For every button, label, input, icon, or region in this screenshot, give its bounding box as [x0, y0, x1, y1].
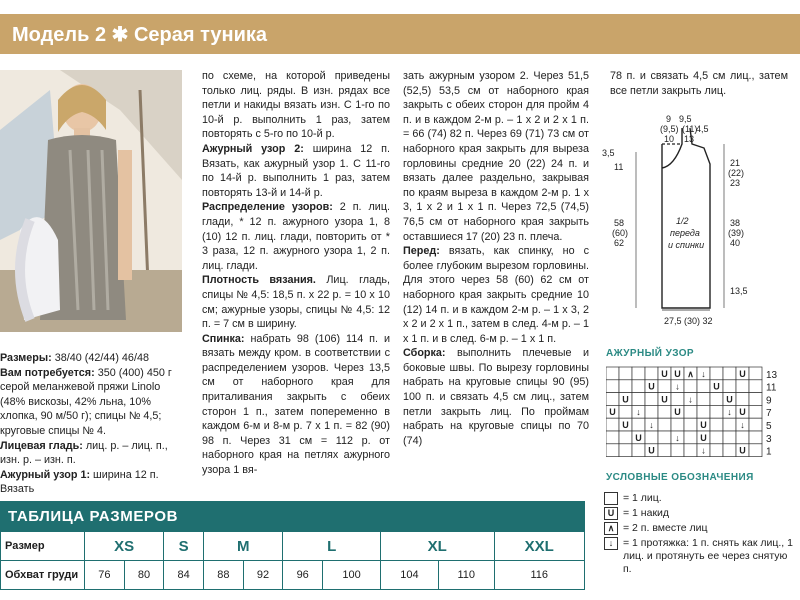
- girth-cell: 104: [381, 561, 439, 590]
- yo-symbol: U: [700, 420, 707, 430]
- legend-text: = 2 п. вместе лиц: [623, 522, 708, 534]
- chart-row-label: 1: [766, 446, 772, 458]
- chart-cell: [723, 380, 736, 393]
- girth-cell: 96: [283, 561, 323, 590]
- skp-symbol: ↓: [688, 394, 693, 405]
- diagram-top-9-5-paren: (9,5): [660, 124, 679, 134]
- yo-symbol: U: [648, 445, 655, 456]
- chart-cell: [606, 380, 619, 393]
- page-title: Модель 2 ✱ Серая туника: [12, 24, 268, 46]
- legend-item: [604, 522, 794, 535]
- chart-cell: [606, 444, 619, 457]
- gauge-value: Лиц. гладь, спицы № 4,5: 18,5 п. x 22 р. = 10 x 10 см; ажурные узоры, спицы № 4,5: 12 п. = 7 см в ширину.: [202, 274, 391, 331]
- diagram-left-62: 62: [614, 238, 625, 248]
- chart-cell: [736, 393, 749, 406]
- girth-cell: 84: [164, 561, 204, 590]
- yo-symbol: U: [739, 445, 746, 456]
- chart-cell: [749, 444, 762, 457]
- diagram-bottom-width: 27,5 (30) 32: [664, 316, 713, 326]
- chart-cell: [658, 444, 671, 457]
- chart-cell: [671, 393, 684, 406]
- sizes-label: Размеры:: [0, 352, 52, 364]
- chart-cell: [749, 380, 762, 393]
- legend-symbol-yo: U: [604, 507, 618, 520]
- chart-cell: [684, 418, 697, 431]
- back-label: Спинка:: [202, 332, 245, 345]
- chart-cell: [736, 380, 749, 393]
- table-row: [1, 561, 585, 590]
- girth-cell: 76: [85, 561, 125, 590]
- size-cell: L: [283, 532, 381, 561]
- diagram-top-9-5: 9,5: [679, 114, 692, 124]
- chart-cell: [606, 418, 619, 431]
- size-cell: XS: [85, 532, 164, 561]
- chart-cell: [658, 405, 671, 418]
- lace-chart: [606, 364, 796, 460]
- legend-symbol-k2tog: ∧: [604, 522, 618, 535]
- chart-cell: [749, 418, 762, 431]
- skp-symbol: ↓: [740, 420, 745, 430]
- lace-chart-title: АЖУРНЫЙ УЗОР: [606, 348, 694, 359]
- sizes-value: 38/40 (42/44) 46/48: [54, 352, 149, 364]
- chart-cell: [606, 367, 619, 380]
- text-column-3: [610, 69, 788, 98]
- diagram-top-11: (11): [682, 124, 698, 134]
- lace2-label: Ажурный узор 2:: [202, 142, 304, 155]
- need-label: Вам потребуется:: [0, 366, 95, 379]
- diagram-top-10: 10: [664, 134, 675, 144]
- size-row-label: Размер: [1, 532, 85, 561]
- skp-symbol: ↓: [675, 432, 680, 443]
- chart-cell: [619, 380, 632, 393]
- skp-symbol: ↓: [649, 420, 654, 430]
- size-table: [0, 501, 585, 600]
- diagram-right-39: (39): [728, 228, 745, 238]
- chart-cell: [723, 418, 736, 431]
- chart-row-label: 7: [766, 408, 772, 420]
- chart-cell: [697, 393, 710, 406]
- yo-symbol: U: [726, 394, 733, 405]
- skp-symbol: ↓: [701, 445, 706, 456]
- diagram-right-21: 21: [730, 158, 741, 168]
- chart-cell: [632, 380, 645, 393]
- girth-cell: 100: [323, 561, 381, 590]
- need-value: 350 (400) 450 г серой меланжевой пряжи Linolo (48% вискозы, 42% льна, 10% хлопка, 90 м/50 г); спицы № 4,5; круговые спицы № 4.: [0, 366, 172, 437]
- diagram-top-4-5: 4,5: [696, 124, 709, 134]
- text-column-1: [202, 69, 390, 478]
- legend-text: = 1 лиц.: [623, 492, 662, 504]
- col1-paragraph: по схеме, на которой приведены только лиц. ряды. В изн. рядах все петли и накиды вязать изн. С 1-го по 10-й р. выполнить 1 раз, затем повторять с 5-го по 10-й р.: [202, 70, 390, 141]
- diagram-center-front: переда: [670, 228, 700, 238]
- legend-item: [604, 492, 794, 505]
- size-table-grid: [0, 531, 585, 590]
- chart-cell: [710, 367, 723, 380]
- size-cell: XL: [381, 532, 495, 561]
- lace1-value: ширина 12 п. Вязать: [0, 468, 159, 496]
- legend-text: = 1 протяжка: 1 п. снять как лиц., 1 лиц. и протянуть ее через снятую п.: [623, 537, 793, 575]
- chart-row-label: 9: [766, 395, 772, 407]
- chart-cell: [606, 431, 619, 444]
- gauge-label: Плотность вязания.: [202, 274, 316, 287]
- chart-cell: [658, 380, 671, 393]
- chart-cell: [619, 405, 632, 418]
- chart-cell: [723, 367, 736, 380]
- chart-row-label: 13: [766, 369, 778, 381]
- chart-cell: [632, 418, 645, 431]
- diagram-left-11: 11: [614, 162, 624, 172]
- lace1-label: Ажурный узор 1:: [0, 468, 91, 481]
- girth-cell: 88: [204, 561, 244, 590]
- yo-symbol: U: [635, 432, 642, 443]
- yo-symbol: U: [674, 407, 681, 418]
- dist-label: Распределение узоров:: [202, 201, 333, 214]
- chart-cell: [606, 393, 619, 406]
- chart-cell: [632, 444, 645, 457]
- k2tog-symbol: ∧: [687, 368, 694, 379]
- yo-symbol: U: [739, 407, 746, 418]
- chart-cell: [723, 444, 736, 457]
- chart-cell: [723, 431, 736, 444]
- legend-item: [604, 507, 794, 520]
- chart-cell: [645, 405, 658, 418]
- diagram-right-23: 23: [730, 178, 741, 188]
- chart-cell: [710, 393, 723, 406]
- pattern-schematic: [596, 104, 800, 336]
- diagram-right-38: 38: [730, 218, 741, 228]
- diagram-right-40: 40: [730, 238, 741, 248]
- col2-paragraph: зать ажурным узором 2. Через 51,5 (52,5) 53,5 см от наборного края закрыть с обеих сторон для пройм 4 п. и в каждом 2-м р. – 1 x 2 и 2 x 1 п. = 66 (74) 82 п. Через 69 (71) 73 см от наборного края закрыть для выреза горловины средние 20 (22) 24 п. и вязать далее раздельно, закрывая по краям выреза в каждом 2-м р. 1 x 3, 1 x 2 и 1 x 1 п. Через 72,5 (74,5) 76,5 см от наборного края закрыть оставшиеся 17 (20) 23 п. плеча.: [403, 70, 589, 243]
- chart-cell: [645, 367, 658, 380]
- chart-cell: [684, 444, 697, 457]
- legend: [604, 492, 794, 578]
- chart-cell: [710, 431, 723, 444]
- diagram-top-9: 9: [666, 114, 672, 124]
- diagram-left-58: 58: [614, 218, 625, 228]
- chart-cell: [684, 405, 697, 418]
- legend-title: УСЛОВНЫЕ ОБОЗНАЧЕНИЯ: [606, 472, 754, 483]
- size-table-title: ТАБЛИЦА РАЗМЕРОВ: [8, 508, 179, 525]
- diagram-right-13-5: 13,5: [730, 286, 748, 296]
- text-column-2: [403, 69, 589, 448]
- yo-symbol: U: [648, 381, 655, 392]
- chart-cell: [684, 431, 697, 444]
- yo-symbol: U: [739, 368, 746, 379]
- front-value: вязать, как спинку, но с более глубоким вырезом горловины. Для этого через 58 (60) 62 см от наборного края закрыть средние 10 (12) 14 п. и в каждом 2-м р. – 1 x 3, 2 x 2 и 2 x 1 п., затем в след. 4-м р. – 1 x 1 п. и в след. 6-м р. – 1 x 1 п.: [403, 245, 589, 345]
- yo-symbol: U: [674, 368, 681, 379]
- girth-row-label: Обхват груди: [1, 561, 85, 590]
- assembly-value: выполнить плечевые и боковые швы. По вырезу горловины набрать на круговые спицы 90 (95) 100 п. и связать 4,5 см лиц., затем петли закрыть лиц. По проймам набрать на круговые спицы по 70 (74): [403, 347, 589, 447]
- page-header: [0, 14, 800, 54]
- yo-symbol: U: [661, 394, 668, 405]
- yo-symbol: U: [609, 407, 616, 418]
- diagram-left-3-5: 3,5: [602, 148, 615, 158]
- lace2-value: ширина 12 п. Вязать, как ажурный узор 1. С 11-го по 14-й р. выполнить 1 раз, затем повторять 13-й и 14-й р.: [202, 142, 390, 199]
- yo-symbol: U: [622, 420, 629, 430]
- girth-cell: 80: [124, 561, 164, 590]
- size-cell: M: [204, 532, 283, 561]
- legend-text: = 1 накид: [623, 507, 670, 519]
- diagram-left-60: (60): [612, 228, 629, 238]
- girth-cell: 92: [243, 561, 283, 590]
- chart-cell: [710, 444, 723, 457]
- girth-cell: 110: [438, 561, 494, 590]
- chart-cell: [619, 367, 632, 380]
- chart-cell: [749, 431, 762, 444]
- yo-symbol: U: [700, 432, 707, 443]
- intro-block: [0, 351, 184, 497]
- chart-cell: [749, 405, 762, 418]
- chart-row-label: 11: [766, 382, 777, 394]
- chart-cell: [684, 380, 697, 393]
- size-cell: S: [164, 532, 204, 561]
- chart-cell: [710, 405, 723, 418]
- chart-cell: [645, 393, 658, 406]
- chart-cell: [632, 367, 645, 380]
- size-table-titlebar: [0, 501, 585, 531]
- skp-symbol: ↓: [675, 381, 680, 392]
- legend-symbol-knit: [604, 492, 618, 505]
- legend-symbol-skp: ↓: [604, 537, 618, 550]
- front-label: Перед:: [403, 245, 440, 258]
- legend-item: [604, 537, 794, 576]
- skp-symbol: ↓: [701, 368, 706, 379]
- table-row: [1, 532, 585, 561]
- diagram-top-13: 13: [684, 134, 695, 144]
- chart-cell: [671, 444, 684, 457]
- chart-cell: [619, 444, 632, 457]
- diagram-center-back: и спинки: [668, 240, 705, 250]
- chart-cell: [658, 431, 671, 444]
- chart-cell: [671, 418, 684, 431]
- stst-value: лиц. р. – лиц. п., изн. р. – изн. п.: [0, 439, 168, 467]
- yo-symbol: U: [713, 381, 720, 392]
- girth-cell: 116: [494, 561, 585, 590]
- chart-cell: [710, 418, 723, 431]
- chart-cell: [658, 418, 671, 431]
- back-value: набрать 98 (106) 114 п. и вязать между кром. в соответствии с распределением узоров. Через 13,5 см от наборного края для приталивания закрыть с обеих сторон 1 п., затем попеременно в каждом 6-м и 8-м р. 7 x 1 п. = 82 (90) 98 п. Через 31 см = 112 р. от наборного края на петлях ажурного узора 1 вя-: [202, 332, 390, 477]
- diagram-right-22: (22): [728, 168, 745, 178]
- model-photo: [0, 70, 182, 332]
- chart-cell: [697, 380, 710, 393]
- chart-cell: [749, 393, 762, 406]
- skp-symbol: ↓: [636, 407, 641, 418]
- yo-symbol: U: [622, 394, 629, 405]
- chart-cell: [619, 431, 632, 444]
- chart-cell: [645, 431, 658, 444]
- diagram-center-half: 1/2: [676, 216, 689, 226]
- chart-cell: [749, 367, 762, 380]
- size-cell: XXL: [494, 532, 585, 561]
- chart-row-label: 5: [766, 421, 772, 432]
- chart-cell: [632, 393, 645, 406]
- col3-paragraph: 78 п. и связать 4,5 см лиц., затем все петли закрыть лиц.: [610, 70, 788, 97]
- chart-cell: [697, 405, 710, 418]
- model-photo-image: [0, 70, 182, 332]
- skp-symbol: ↓: [727, 407, 732, 418]
- chart-row-label: 3: [766, 433, 772, 445]
- assembly-label: Сборка:: [403, 347, 446, 360]
- stst-label: Лицевая гладь:: [0, 439, 83, 452]
- chart-cell: [736, 431, 749, 444]
- yo-symbol: U: [661, 368, 668, 379]
- dist-value: 2 п. лиц. глади, * 12 п. ажурного узора 1, 8 (10) 12 п. лиц. глади, повторить от * 3 раза, 12 п. ажурного узора 1, 2 п. лиц. глади.: [202, 201, 390, 272]
